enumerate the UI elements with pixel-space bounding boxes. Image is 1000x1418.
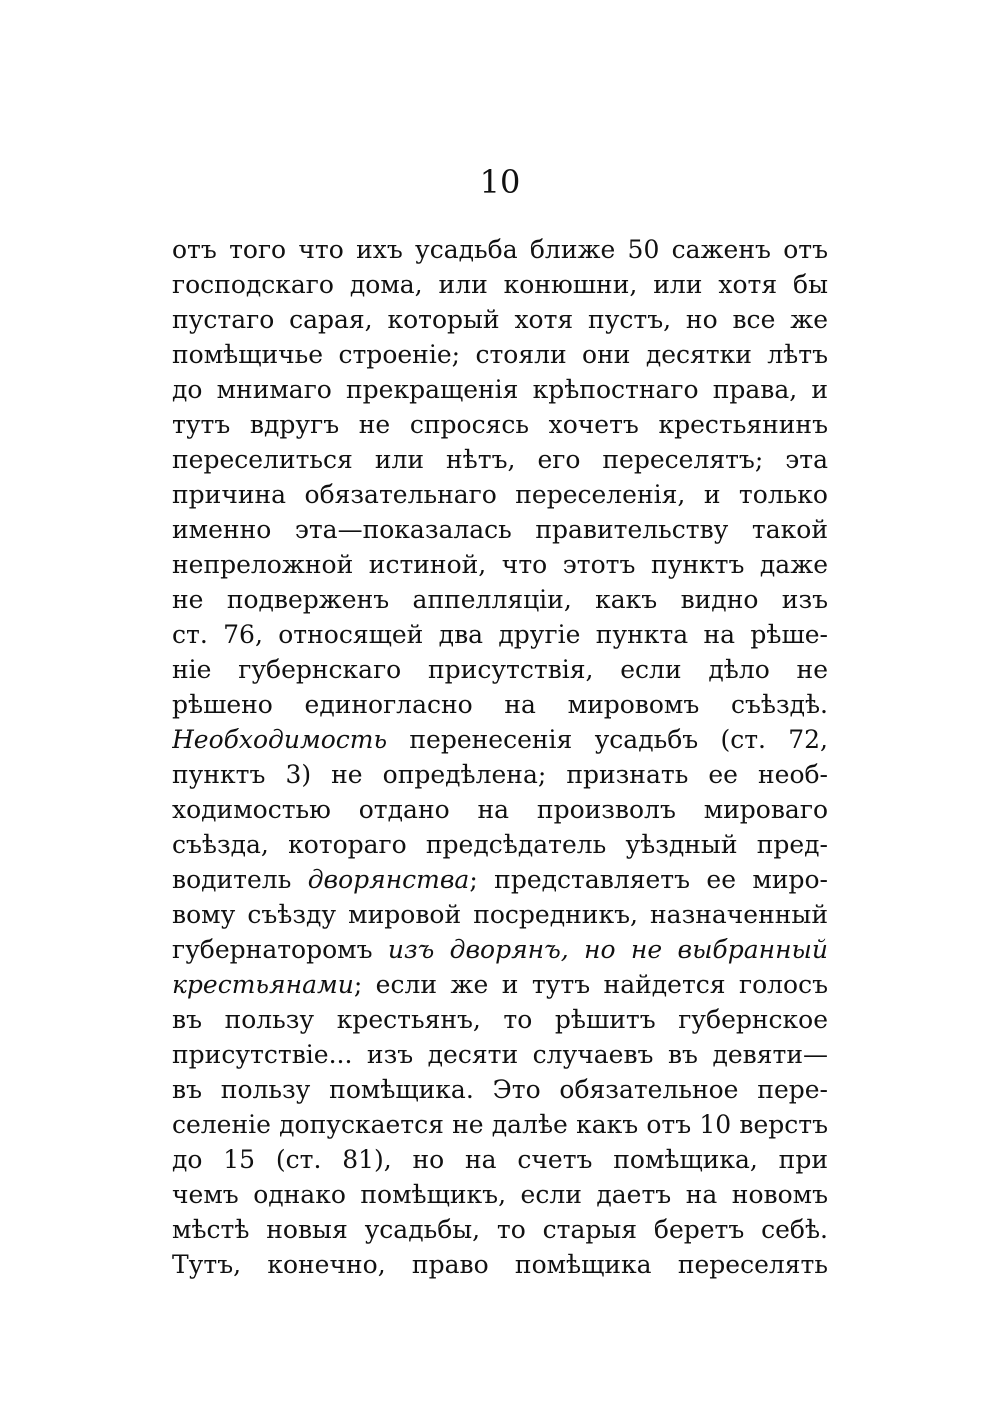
text-segment: помѣщичье строеніе; стояли они десятки лѣтъ bbox=[172, 340, 828, 369]
italic-text: крестьянами bbox=[172, 970, 354, 999]
text-segment: перенесенія усадьбъ (ст. 72, bbox=[387, 725, 828, 754]
text-segment: чемъ однако помѣщикъ, если даетъ на новомъ bbox=[172, 1180, 828, 1209]
page-number: 10 bbox=[479, 163, 521, 201]
text-line bbox=[172, 477, 828, 512]
text-segment: водитель bbox=[172, 865, 308, 894]
body-text bbox=[172, 232, 828, 1282]
text-segment: съѣзда, котораго предсѣдатель уѣздный пред- bbox=[172, 830, 828, 859]
text-segment: пунктъ 3) не опредѣлена; признать ее необ- bbox=[172, 760, 828, 789]
text-line bbox=[172, 337, 828, 372]
text-segment: ніе губернскаго присутствія, если дѣло не bbox=[172, 655, 828, 684]
text-line bbox=[172, 267, 828, 302]
text-segment: причина обязательнаго переселенія, и только bbox=[172, 480, 828, 509]
text-line bbox=[172, 302, 828, 337]
text-line bbox=[172, 442, 828, 477]
text-segment: губернаторомъ bbox=[172, 935, 388, 964]
text-line bbox=[172, 722, 828, 757]
text-segment: до 15 (ст. 81), но на счетъ помѣщика, при bbox=[172, 1145, 828, 1174]
italic-text: Необходимость bbox=[172, 725, 388, 754]
text-segment: именно эта—показалась правительству такой bbox=[172, 515, 828, 544]
text-line bbox=[172, 792, 828, 827]
text-line bbox=[172, 617, 828, 652]
text-line bbox=[172, 1072, 828, 1107]
text-line bbox=[172, 582, 828, 617]
text-line bbox=[172, 407, 828, 442]
text-line bbox=[172, 547, 828, 582]
text-segment: ст. 76, относящей два другіе пункта на рѣше- bbox=[172, 620, 828, 649]
text-segment: въ пользу помѣщика. Это обязательное пере- bbox=[172, 1075, 828, 1104]
text-segment: переселиться или нѣтъ, его переселятъ; эта bbox=[172, 445, 828, 474]
text-segment: рѣшено единогласно на мировомъ съѣздѣ. bbox=[172, 690, 828, 719]
text-line bbox=[172, 862, 828, 897]
text-segment: отъ того что ихъ усадьба ближе 50 саженъ отъ bbox=[172, 235, 828, 264]
text-segment: пустаго сарая, который хотя пустъ, но все же bbox=[172, 305, 828, 334]
text-line bbox=[172, 757, 828, 792]
text-line bbox=[172, 932, 828, 967]
text-segment: господскаго дома, или конюшни, или хотя бы bbox=[172, 270, 828, 299]
text-segment: ; представляетъ ее миро- bbox=[469, 865, 828, 894]
text-segment: присутствіе... изъ десяти случаевъ въ девяти— bbox=[172, 1040, 828, 1069]
text-segment: Тутъ, конечно, право помѣщика переселять bbox=[172, 1250, 828, 1279]
text-segment: ; если же и тутъ найдется голосъ bbox=[353, 970, 828, 999]
text-segment: ходимостью отдано на произволъ мироваго bbox=[172, 795, 828, 824]
text-segment: въ пользу крестьянъ, то рѣшитъ губернское bbox=[172, 1005, 828, 1034]
text-line bbox=[172, 1107, 828, 1142]
text-line bbox=[172, 827, 828, 862]
italic-text: изъ дворянъ, но не выбранный bbox=[387, 935, 828, 964]
text-line bbox=[172, 1037, 828, 1072]
text-line bbox=[172, 897, 828, 932]
text-line bbox=[172, 687, 828, 722]
text-line bbox=[172, 372, 828, 407]
text-line bbox=[172, 652, 828, 687]
text-line bbox=[172, 1177, 828, 1212]
text-segment: до мнимаго прекращенія крѣпостнаго права, и bbox=[172, 375, 828, 404]
text-line bbox=[172, 1002, 828, 1037]
text-segment: мѣстѣ новыя усадьбы, то старыя беретъ себѣ. bbox=[172, 1215, 828, 1244]
text-line bbox=[172, 232, 828, 267]
text-line bbox=[172, 1247, 828, 1282]
text-line bbox=[172, 967, 828, 1002]
text-line bbox=[172, 1142, 828, 1177]
text-line bbox=[172, 1212, 828, 1247]
text-line bbox=[172, 512, 828, 547]
text-segment: непреложной истиной, что этотъ пунктъ даже bbox=[172, 550, 828, 579]
text-segment: вому съѣзду мировой посредникъ, назначенный bbox=[172, 900, 828, 929]
text-segment: тутъ вдругъ не спросясь хочетъ крестьянинъ bbox=[172, 410, 828, 439]
text-segment: не подверженъ аппелляціи, какъ видно изъ bbox=[172, 585, 828, 614]
text-segment: селеніе допускается не далѣе какъ отъ 10 верстъ bbox=[172, 1110, 828, 1139]
italic-text: дворянства bbox=[307, 865, 470, 894]
